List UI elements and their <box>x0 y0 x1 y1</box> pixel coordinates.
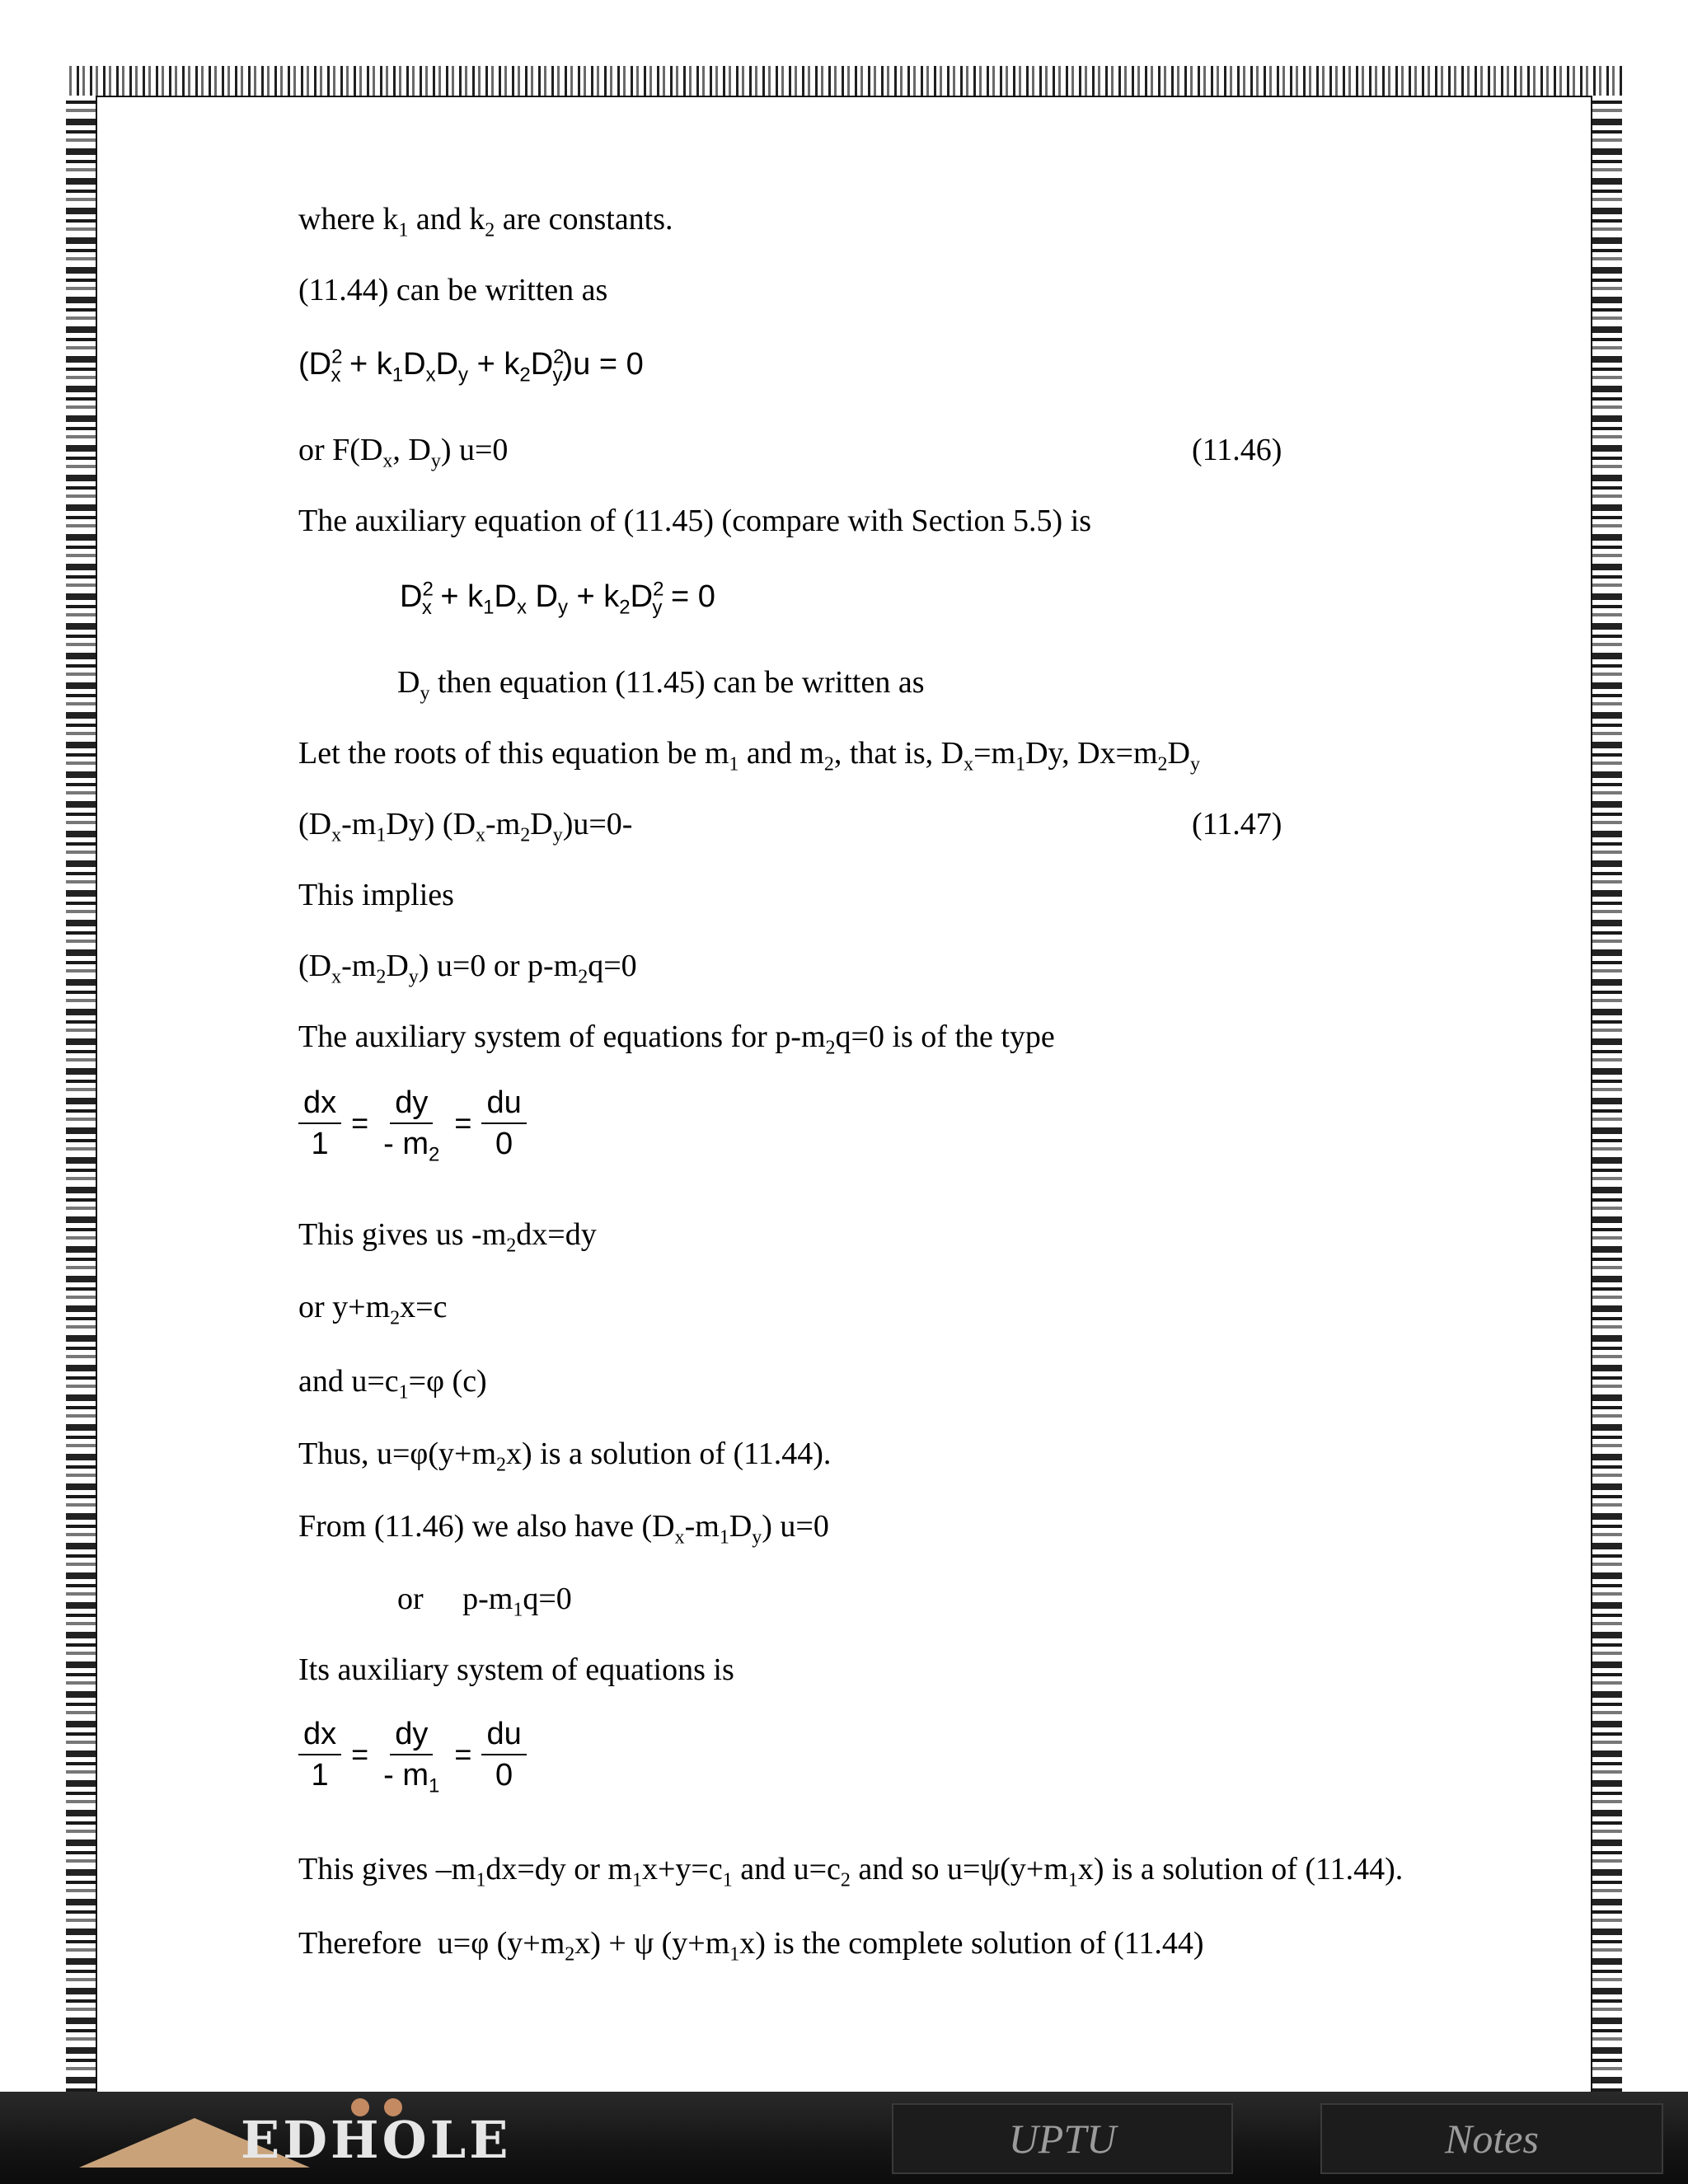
text-line: (11.44) can be written as <box>298 273 608 307</box>
uptu-button[interactable]: UPTU <box>892 2103 1233 2174</box>
text-line: or $p-m_1q=0$ <box>397 1582 572 1621</box>
equation-auxiliary: $D^2_x + k_1D_x$ $D_y + k_2D^2_y = 0$ <box>400 578 715 619</box>
text-line: From (11.46) we also have $(D_x-m_1D_y)$ u=0 <box>298 1509 829 1549</box>
text-line: This implies <box>298 878 454 912</box>
border-top-pattern <box>66 66 1622 96</box>
text-line: This gives us $-m_2dx=dy$ <box>298 1217 597 1257</box>
text-line: The auxiliary equation of (11.45) (compare with Section 5.5) is <box>298 504 1092 538</box>
text-line: or $y+m_2x=c$ <box>298 1290 448 1329</box>
text-line: $(D_x-m_2D_y)$ u=0 or $p-m_2q=0$ <box>298 949 637 988</box>
text-line: Therefore u=φ $(y+m_2x) + \psi$ $(y+m_1x)$ is the complete solution of (11.44) <box>298 1926 1204 1966</box>
text-line: Let the roots of this equation be $m_1$ and $m_2$, that is, $D_x=m_1Dy$, $Dx=m_2D_y$ <box>298 736 1200 776</box>
fraction-equation-2: $\frac{dx}{1}$ = $\frac{dy}{- m_1}$ = $\frac{du}{0}$ <box>297 1718 528 1792</box>
footer-bar <box>0 2092 1688 2184</box>
text-line: or $F(D_x$, $D_y$) u=0 <box>298 433 509 472</box>
text-line: Thus, $u=\varphi(y+m_2x)$ is a solution of (11.44). <box>298 1436 832 1476</box>
text-line: This gives $-m_1dx=dy$ or $m_1x+y=c_1$ and $u=c_2$ and so $u=\psi(y+m_1x)$ is a solution of (11.44). <box>298 1852 1404 1891</box>
equation-number: (11.46) <box>1192 433 1282 467</box>
notes-button[interactable]: Notes <box>1320 2103 1663 2174</box>
logo-text: EDHOLE <box>241 2110 512 2170</box>
text-line: where $k_1$ and $k_2$ are constants. <box>298 202 673 241</box>
text-line: $(D_x-m_1Dy)$ $(D_x-m_2D_y)u=0-$ <box>298 807 633 846</box>
edhole-logo[interactable] <box>79 2098 623 2177</box>
fraction-equation-1: $\frac{dx}{1}$ = $\frac{dy}{- m_2}$ = $\frac{du}{0}$ <box>297 1086 528 1160</box>
border-left-pattern <box>66 96 96 2092</box>
equation-operator-form: $(D^2_x + k_1D_xD_y + k_2D^2_y)u = 0$ <box>298 345 644 387</box>
equation-number: (11.47) <box>1192 807 1282 841</box>
text-line: and $u=c_1=\varphi$ (c) <box>298 1364 487 1404</box>
border-right-pattern <box>1592 96 1622 2092</box>
text-line: $D_y$ then equation (11.45) can be written as <box>397 665 925 705</box>
text-line: The auxiliary system of equations for $p-m_2q=0$ is of the type <box>298 1019 1055 1059</box>
text-line: Its auxiliary system of equations is <box>298 1652 734 1687</box>
